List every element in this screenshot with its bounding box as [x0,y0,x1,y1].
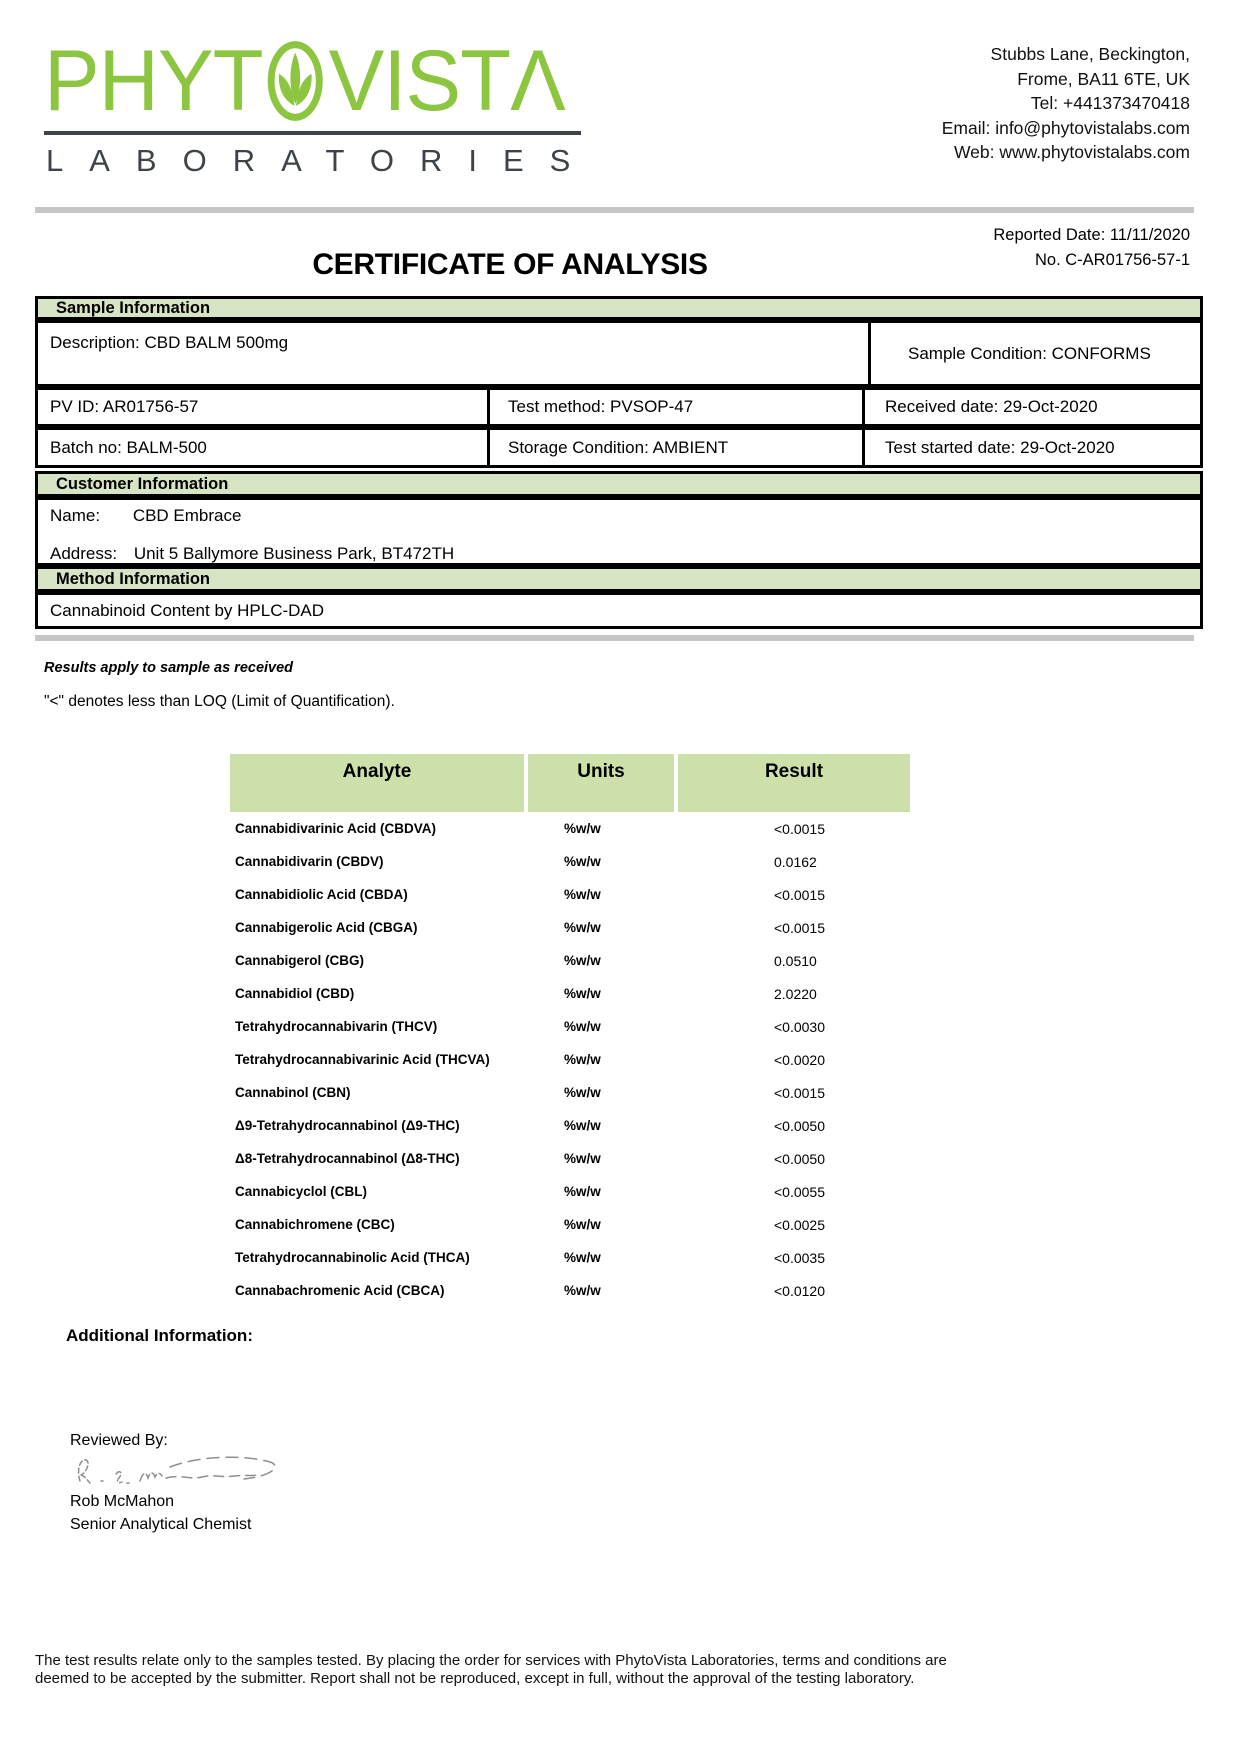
analyte-cell: Cannabachromenic Acid (CBCA) [235,1283,445,1298]
units-cell: %w/w [564,986,601,1001]
units-cell: %w/w [564,1085,601,1100]
table-row [230,1175,990,1208]
analyte-cell: Tetrahydrocannabivarin (THCV) [235,1019,438,1034]
method-box [35,592,1203,629]
results-table-header [230,754,910,812]
contact-email: Email: info@phytovistalabs.com [941,117,1190,138]
table-row [230,1010,990,1043]
customer-name-line [50,506,1200,525]
analyte-cell: Cannabigerolic Acid (CBGA) [235,920,418,935]
result-cell: <0.0050 [774,1117,825,1134]
sample-description-row [35,320,1203,387]
batch-no: Batch no: BALM-500 [38,430,490,465]
units-cell: %w/w [564,1184,601,1199]
units-cell: %w/w [564,1019,601,1034]
analyte-cell: Cannabidivarin (CBDV) [235,854,384,869]
analyte-cell: Cannabidivarinic Acid (CBDVA) [235,821,437,836]
result-cell: 0.0510 [774,952,817,969]
units-cell: %w/w [564,1250,601,1265]
units-cell: %w/w [564,1283,601,1298]
logo-text-vista: VISTΛ [328,33,565,129]
table-row [230,1208,990,1241]
table-row [230,1274,990,1307]
method-information-header [35,566,1203,592]
units-cell: %w/w [564,821,601,836]
received-date: Received date: 29-Oct-2020 [885,397,1098,416]
analyte-cell: Cannabichromene (CBC) [235,1217,395,1232]
customer-information-header [35,471,1203,497]
units-cell: %w/w [564,1151,601,1166]
table-row [230,1142,990,1175]
result-cell: 2.0220 [774,985,817,1002]
contact-web: Web: www.phytovistalabs.com [953,142,1190,162]
phytovista-logo [44,34,565,128]
report-number: No. C-AR01756-57-1 [1035,251,1190,269]
contact-address-line1: Stubbs Lane, Beckington, [990,44,1190,64]
reviewer-name: Rob McMahon [70,1493,175,1510]
contact-tel: Tel: +441373470418 [1030,93,1190,113]
logo-divider [44,131,581,135]
reviewer-title: Senior Analytical Chemist [70,1516,252,1533]
results-rows [230,812,990,1307]
analyte-cell: Cannabigerol (CBG) [235,953,365,968]
loq-note: "<" denotes less than LOQ (Limit of Quantification). [44,693,395,710]
analyte-cell: Cannabidiol (CBD) [235,986,355,1001]
customer-address-label: Address: [50,544,118,563]
customer-box [35,497,1203,566]
pv-id: PV ID: AR01756-57 [38,390,490,424]
disclaimer-line2: deemed to be accepted by the submitter. Report shall not be reproduced, except in full, without the approval of the testing laboratory. [35,1669,915,1687]
result-cell: <0.0025 [774,1216,825,1233]
sample-condition: Sample Condition: CONFORMS [908,343,1151,363]
result-cell: <0.0030 [774,1018,825,1035]
logo-text-phyt: PHYT [44,33,263,129]
sample-received-note: Results apply to sample as received [44,660,294,676]
analyte-cell: Cannabicyclol (CBL) [235,1184,368,1199]
analyte-cell: Tetrahydrocannabivarinic Acid (THCVA) [235,1052,490,1067]
analyte-cell: Δ8-Tetrahydrocannabinol (Δ8-THC) [235,1151,460,1166]
test-method: Test method: PVSOP-47 [490,390,865,424]
customer-address-value: Unit 5 Ballymore Business Park, BT472TH [133,544,455,563]
units-cell: %w/w [564,854,601,869]
sample-id-row [35,387,1203,427]
column-header-analyte: Analyte [230,754,524,812]
result-cell: <0.0050 [774,1150,825,1167]
result-cell: <0.0015 [774,820,825,837]
units-cell: %w/w [564,1052,601,1067]
customer-name-value: CBD Embrace [132,506,242,525]
table-row [230,1076,990,1109]
result-cell: <0.0015 [774,886,825,903]
section-title: Sample Information [56,298,211,317]
reviewed-by-label: Reviewed By: [70,1432,168,1449]
test-started-date: Test started date: 29-Oct-2020 [885,437,1115,457]
section-title: Customer Information [56,474,229,493]
document-title: CERTIFICATE OF ANALYSIS [312,248,708,281]
customer-address-line [50,544,1200,563]
section-title: Method Information [56,569,210,588]
sample-information-header [35,296,1203,320]
result-cell: 0.0162 [774,853,817,870]
table-row [230,944,990,977]
horizontal-rule-top [35,207,1194,213]
column-header-units: Units [528,754,674,812]
table-row [230,812,990,845]
disclaimer-line1: The test results relate only to the samples tested. By placing the order for services with PhytoVista Laboratories, terms and conditions are [35,1652,947,1669]
units-cell: %w/w [564,1118,601,1133]
analyte-cell: Δ9-Tetrahydrocannabinol (Δ9-THC) [235,1118,460,1133]
storage-condition: Storage Condition: AMBIENT [490,430,865,465]
table-row [230,1241,990,1274]
units-cell: %w/w [564,1217,601,1232]
units-cell: %w/w [564,953,601,968]
analyte-cell: Tetrahydrocannabinolic Acid (THCA) [235,1250,470,1265]
analyte-cell: Cannabidiolic Acid (CBDA) [235,887,408,902]
horizontal-rule-middle [35,635,1194,641]
method-name: Cannabinoid Content by HPLC-DAD [50,600,325,620]
result-cell: <0.0120 [774,1282,825,1299]
table-row [230,1109,990,1142]
analyte-cell: Cannabinol (CBN) [235,1085,351,1100]
reported-date: Reported Date: 11/11/2020 [993,226,1190,244]
table-row [230,845,990,878]
footer-disclaimer [35,1652,1220,1687]
result-cell: <0.0015 [774,919,825,936]
contact-address-line2: Frome, BA11 6TE, UK [1017,68,1190,89]
result-cell: <0.0020 [774,1051,825,1068]
table-row [230,878,990,911]
additional-information-label: Additional Information: [66,1326,253,1345]
table-row [230,977,990,1010]
result-cell: <0.0015 [774,1084,825,1101]
cell-divider [868,323,871,384]
sample-description: Description: CBD BALM 500mg [50,333,289,352]
lab-contact-block [942,42,1190,165]
sample-batch-row [35,427,1203,468]
units-cell: %w/w [564,920,601,935]
customer-name-label: Name: [50,506,101,525]
units-cell: %w/w [564,887,601,902]
column-header-result: Result [678,754,910,812]
result-cell: <0.0055 [774,1183,825,1200]
reviewer-signature [72,1449,297,1491]
table-row [230,1043,990,1076]
table-row [230,911,990,944]
logo-subtitle: LABORATORIES [46,143,597,178]
leaf-o-icon [266,37,326,125]
result-cell: <0.0035 [774,1249,825,1266]
